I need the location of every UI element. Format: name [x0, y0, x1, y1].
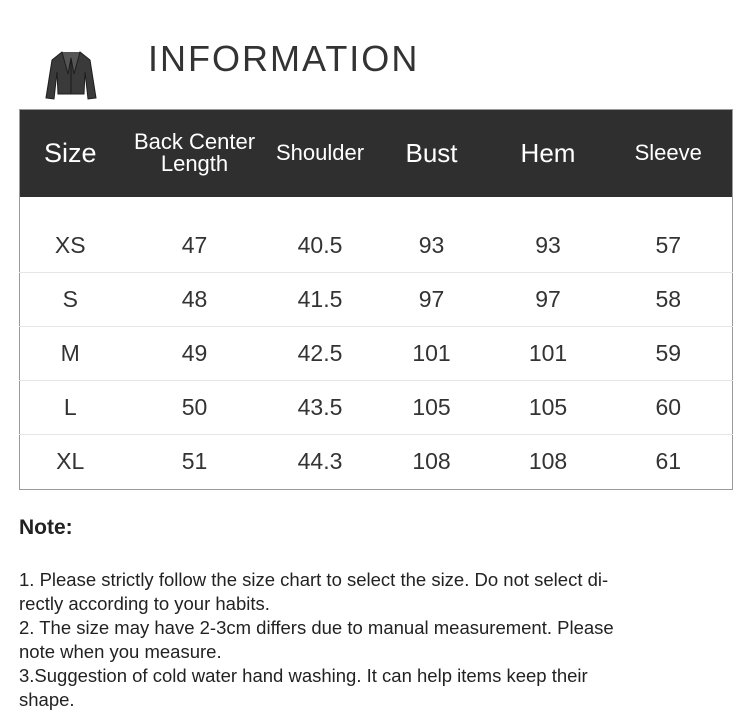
- table-cell: 97: [372, 272, 492, 326]
- table-cell: 93: [372, 219, 492, 273]
- size-cell: S: [20, 272, 121, 326]
- table-row: [20, 380, 733, 434]
- table-cell: 44.3: [297, 448, 343, 474]
- table-cell: 57: [605, 219, 733, 273]
- column-header-size: Size: [43, 138, 97, 169]
- size-cell: M: [20, 326, 121, 380]
- table-cell: 108: [528, 448, 568, 474]
- page-header: [0, 0, 750, 108]
- column-header-hem: Hem: [520, 138, 576, 169]
- note-line: 1. Please strictly follow the size chart to select the size. Do not select di-: [19, 569, 609, 590]
- column-header-bust: Bust: [405, 138, 458, 169]
- table-cell: 105: [492, 380, 605, 434]
- table-header-row: [20, 110, 733, 197]
- size-cell: XS: [20, 219, 121, 273]
- table-cell: 50: [121, 380, 269, 434]
- column-header-sleeve: Sleeve: [634, 140, 702, 166]
- table-cell: 97: [492, 272, 605, 326]
- note-section: [19, 516, 719, 712]
- table-cell: 101: [372, 326, 492, 380]
- table-cell: 61: [655, 448, 682, 474]
- table-cell: 105: [372, 380, 492, 434]
- size-cell: L: [20, 380, 121, 434]
- table-cell: 51: [181, 448, 208, 474]
- table-row: [20, 326, 733, 380]
- table-cell: 108: [412, 448, 451, 474]
- table-row: [20, 219, 733, 273]
- table-row: [20, 272, 733, 326]
- table-cell: 47: [121, 219, 269, 273]
- column-header-back-center-length: [121, 110, 269, 197]
- table-cell: 48: [121, 272, 269, 326]
- table-cell: 93: [492, 219, 605, 273]
- page-title: INFORMATION: [148, 38, 420, 79]
- table-cell: 60: [605, 380, 733, 434]
- table-cell: 40.5: [269, 219, 372, 273]
- table-cell: 59: [605, 326, 733, 380]
- note-title: Note:: [19, 516, 73, 539]
- column-header-shoulder: Shoulder: [275, 140, 365, 166]
- jacket-icon: [44, 48, 98, 102]
- table-cell: 42.5: [269, 326, 372, 380]
- note-line: shape.: [19, 689, 75, 710]
- note-line: 2. The size may have 2-3cm differs due to manual measurement. Please: [19, 617, 614, 638]
- table-cell: 41.5: [269, 272, 372, 326]
- size-cell: XL: [56, 448, 85, 474]
- note-line: 3.Suggestion of cold water hand washing. It can help items keep their: [19, 665, 588, 686]
- column-header-line: Length: [160, 151, 229, 177]
- size-chart-table: [19, 109, 733, 490]
- table-cell: 43.5: [269, 380, 372, 434]
- column-header-line: Back Center: [133, 129, 256, 155]
- table-cell: 101: [492, 326, 605, 380]
- table-cell: 58: [605, 272, 733, 326]
- note-line: note when you measure.: [19, 641, 222, 662]
- table-cell: 49: [121, 326, 269, 380]
- table-row: [20, 434, 733, 489]
- note-line: rectly according to your habits.: [19, 593, 270, 614]
